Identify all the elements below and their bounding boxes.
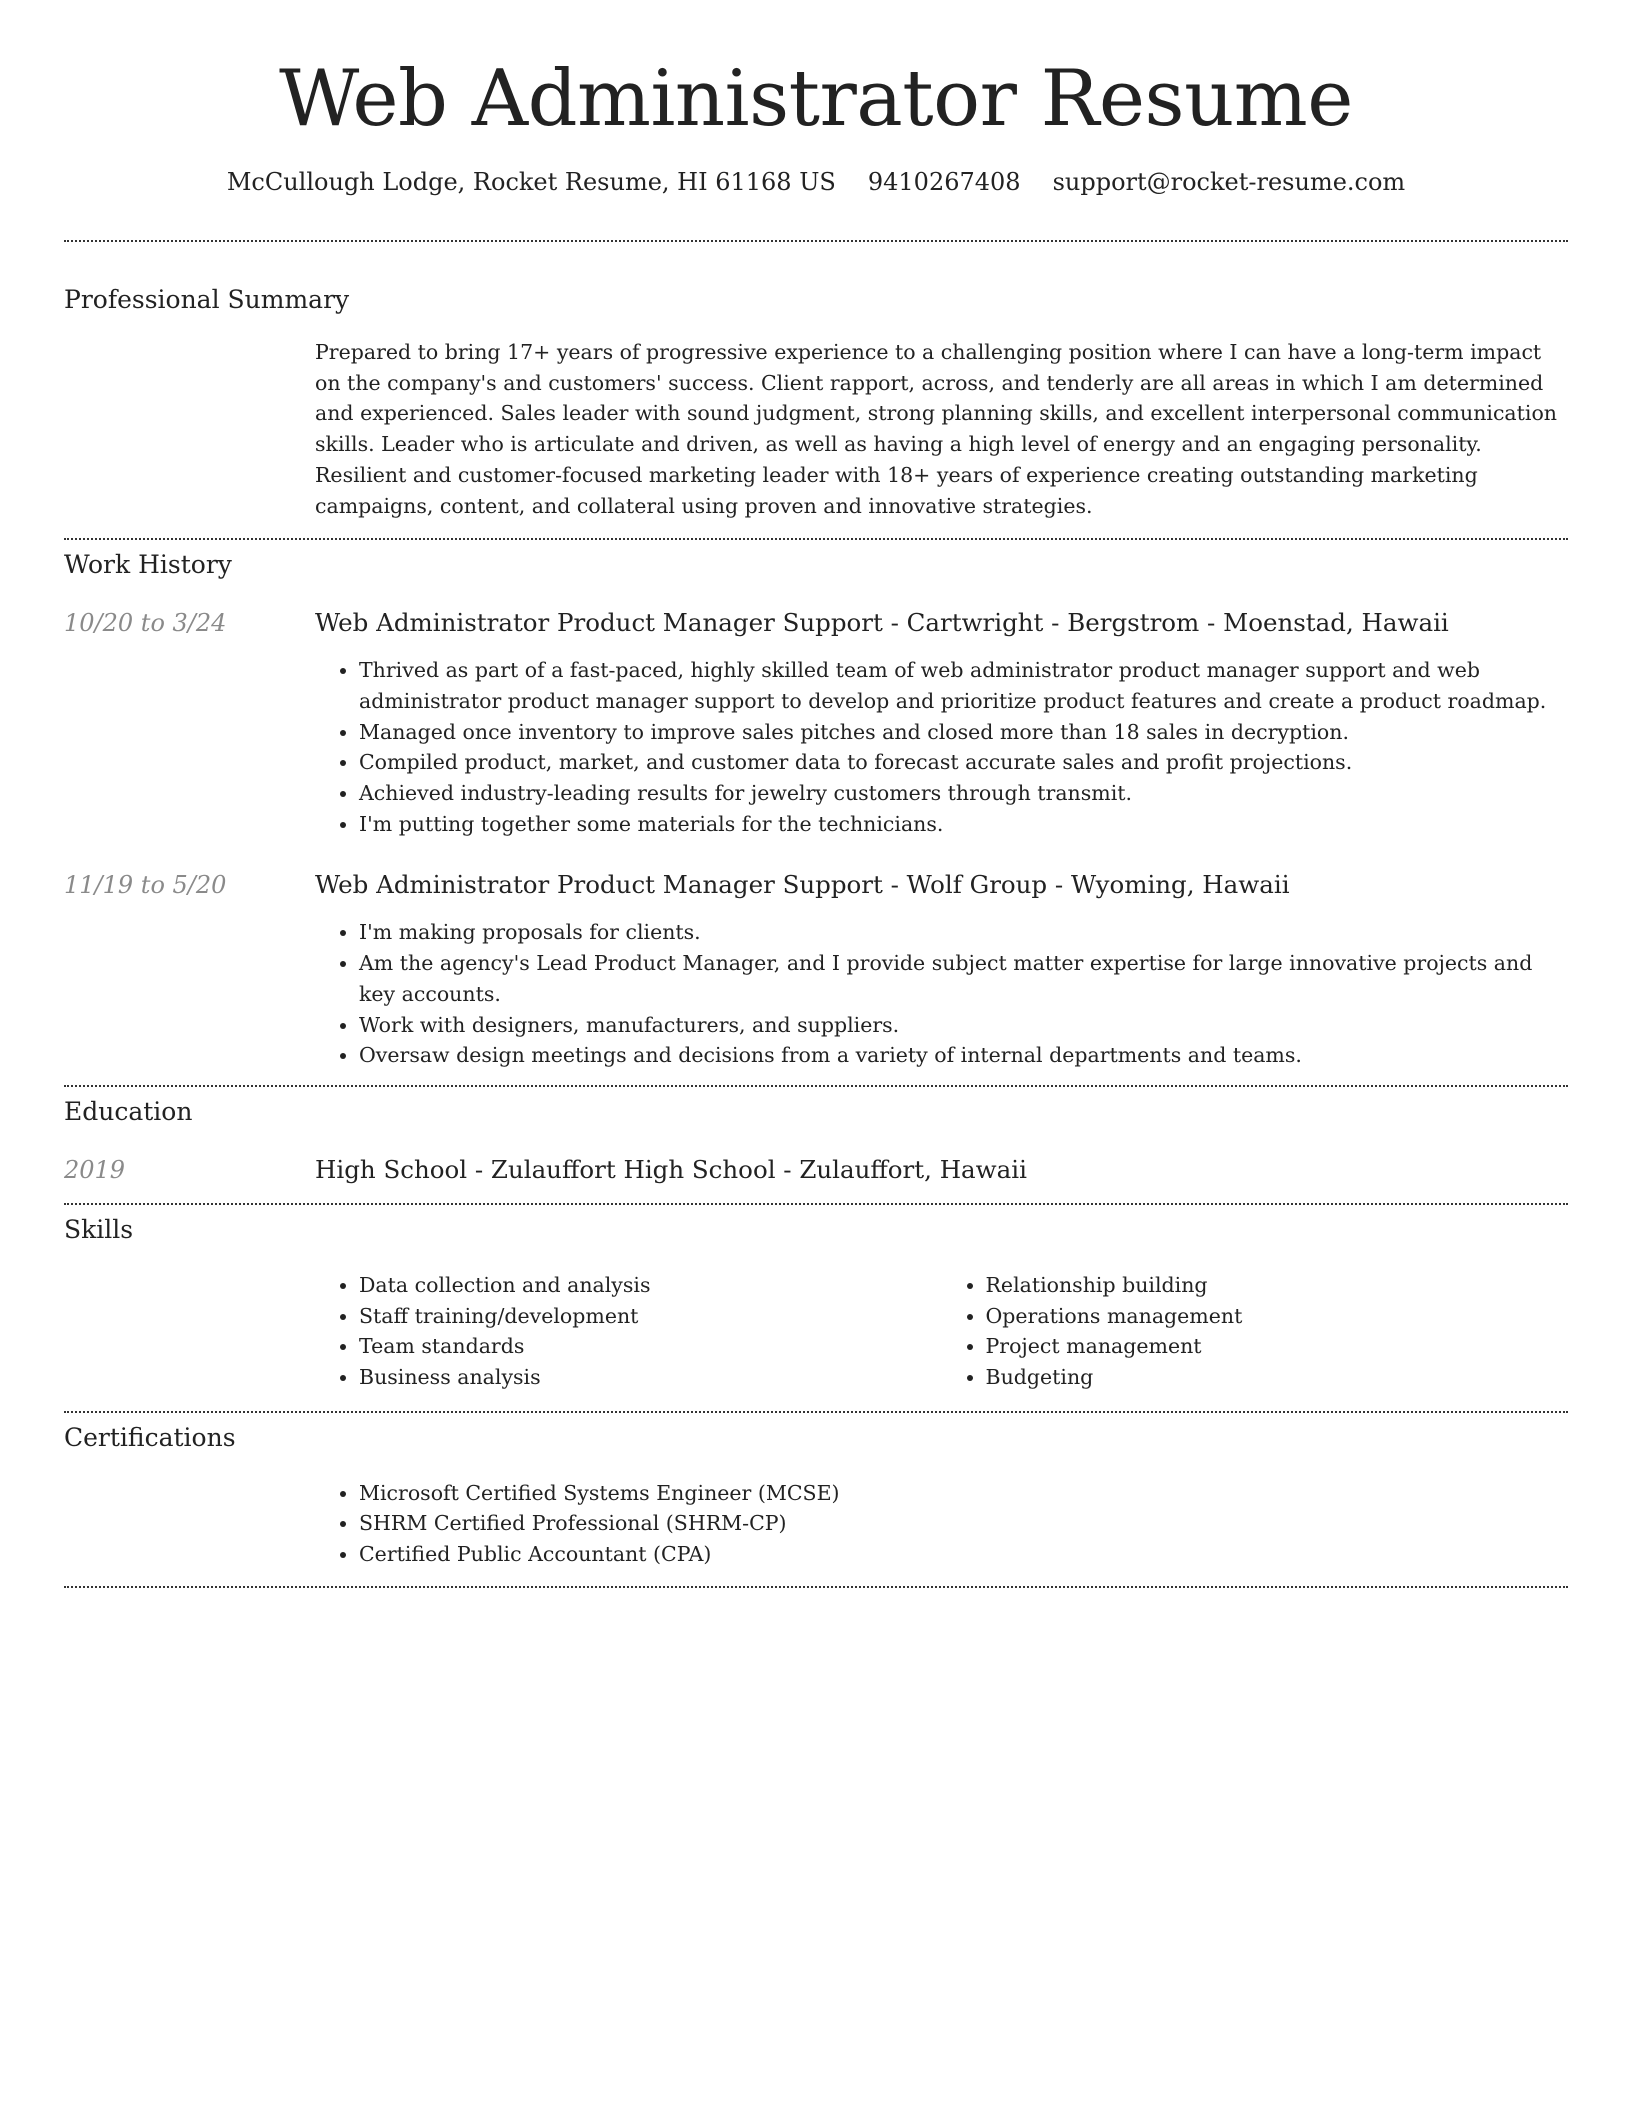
divider: [64, 538, 1568, 540]
job-bullet: • Work with designers, manufacturers, and suppliers.: [359, 1010, 1568, 1041]
contact-line: [64, 167, 1568, 197]
skills-grid: [315, 1270, 1568, 1393]
job-entry: [64, 608, 1568, 839]
skill-item: • Project management: [986, 1331, 1569, 1362]
job-bullet: • Oversaw design meetings and decisions from a variety of internal departments and teams.: [359, 1040, 1568, 1071]
section-heading-work: Work History: [64, 550, 232, 580]
certifications-section: [64, 1423, 1568, 1570]
skill-item: • Operations management: [986, 1301, 1569, 1332]
job-title: Web Administrator Product Manager Support - Wolf Group - Wyoming, Hawaii: [315, 870, 1290, 900]
job-header: [64, 608, 1568, 638]
education-title: High School - Zulauffort High School - Zulauffort, Hawaii: [315, 1154, 1027, 1184]
section-heading-certifications: Certifications: [64, 1422, 236, 1452]
contact-email: support@rocket-resume.com: [1052, 168, 1406, 196]
divider: [64, 1586, 1568, 1588]
job-bullet: • Achieved industry-leading results for jewelry customers through transmit.: [359, 778, 1568, 809]
certification-item: • Certified Public Accountant (CPA): [359, 1539, 1568, 1570]
resume-page: [64, 0, 1568, 1588]
divider: [64, 1203, 1568, 1205]
skills-list-left: [315, 1270, 942, 1393]
contact-address: McCullough Lodge, Rocket Resume, HI 61168 US: [226, 168, 836, 196]
job-bullets: [315, 917, 1568, 1071]
job-bullets-wrap: [315, 655, 1568, 839]
skill-item: • Relationship building: [986, 1270, 1569, 1301]
skill-item: • Staff training/development: [359, 1301, 942, 1332]
contact-phone: 9410267408: [867, 168, 1021, 196]
job-dates: 10/20 to 3/24: [64, 609, 227, 638]
job-entry: [64, 870, 1568, 1071]
job-bullet: • Thrived as part of a fast-paced, highly skilled team of web administrator product manager support and web administrator product manager support to develop and prioritize product features and create a product roadmap.: [359, 655, 1568, 716]
summary-section: [64, 285, 1568, 521]
job-bullet: • I'm making proposals for clients.: [359, 917, 1568, 948]
skill-item: • Data collection and analysis: [359, 1270, 942, 1301]
skill-item: • Budgeting: [986, 1362, 1569, 1393]
certifications-list: [315, 1478, 1568, 1570]
job-bullet: • Am the agency's Lead Product Manager, and I provide subject matter expertise for large innovative projects and key accounts.: [359, 948, 1568, 1009]
section-heading-education: Education: [64, 1096, 193, 1126]
job-bullets-wrap: [315, 917, 1568, 1071]
skill-item: • Team standards: [359, 1331, 942, 1362]
work-history-section: [64, 550, 1568, 1071]
resume-title: Web Administrator Resume: [279, 54, 1353, 144]
education-entry: [64, 1155, 1568, 1185]
job-dates: 11/19 to 5/20: [64, 871, 227, 900]
section-heading-summary: Professional Summary: [64, 285, 350, 314]
skills-section: [64, 1215, 1568, 1393]
certifications-wrap: [315, 1478, 1568, 1570]
job-bullets: [315, 655, 1568, 839]
section-heading-skills: Skills: [64, 1214, 134, 1244]
skills-list-right: [942, 1270, 1569, 1393]
certification-item: • Microsoft Certified Systems Engineer (MCSE): [359, 1478, 1568, 1509]
divider: [64, 1411, 1568, 1413]
skill-item: • Business analysis: [359, 1362, 942, 1393]
job-bullet: • Managed once inventory to improve sales pitches and closed more than 18 sales in decryption.: [359, 717, 1568, 748]
job-bullet: • Compiled product, market, and customer data to forecast accurate sales and profit projections.: [359, 747, 1568, 778]
summary-text: Prepared to bring 17+ years of progressive experience to a challenging position where I can have a long-term impact on the company's and customers' success. Client rapport, across, and tenderly are all areas in which I am determined and experienced. Sales leader with sound judgment, strong planning skills, and excellent interpersonal communication skills. Leader who is articulate and driven, as well as having a high level of energy and an engaging personality. Resilient and customer-focused marketing leader with 18+ years of experience creating outstanding marketing campaigns, content, and collateral using proven and innovative strategies.: [315, 340, 1557, 518]
certification-item: • SHRM Certified Professional (SHRM-CP): [359, 1508, 1568, 1539]
job-title: Web Administrator Product Manager Support - Cartwright - Bergstrom - Moenstad, Hawaii: [315, 608, 1449, 638]
education-section: [64, 1097, 1568, 1185]
job-bullet: • I'm putting together some materials for the technicians.: [359, 809, 1568, 840]
divider: [64, 1085, 1568, 1087]
job-header: [64, 870, 1568, 900]
education-year: 2019: [64, 1155, 126, 1184]
divider: [64, 240, 1568, 242]
